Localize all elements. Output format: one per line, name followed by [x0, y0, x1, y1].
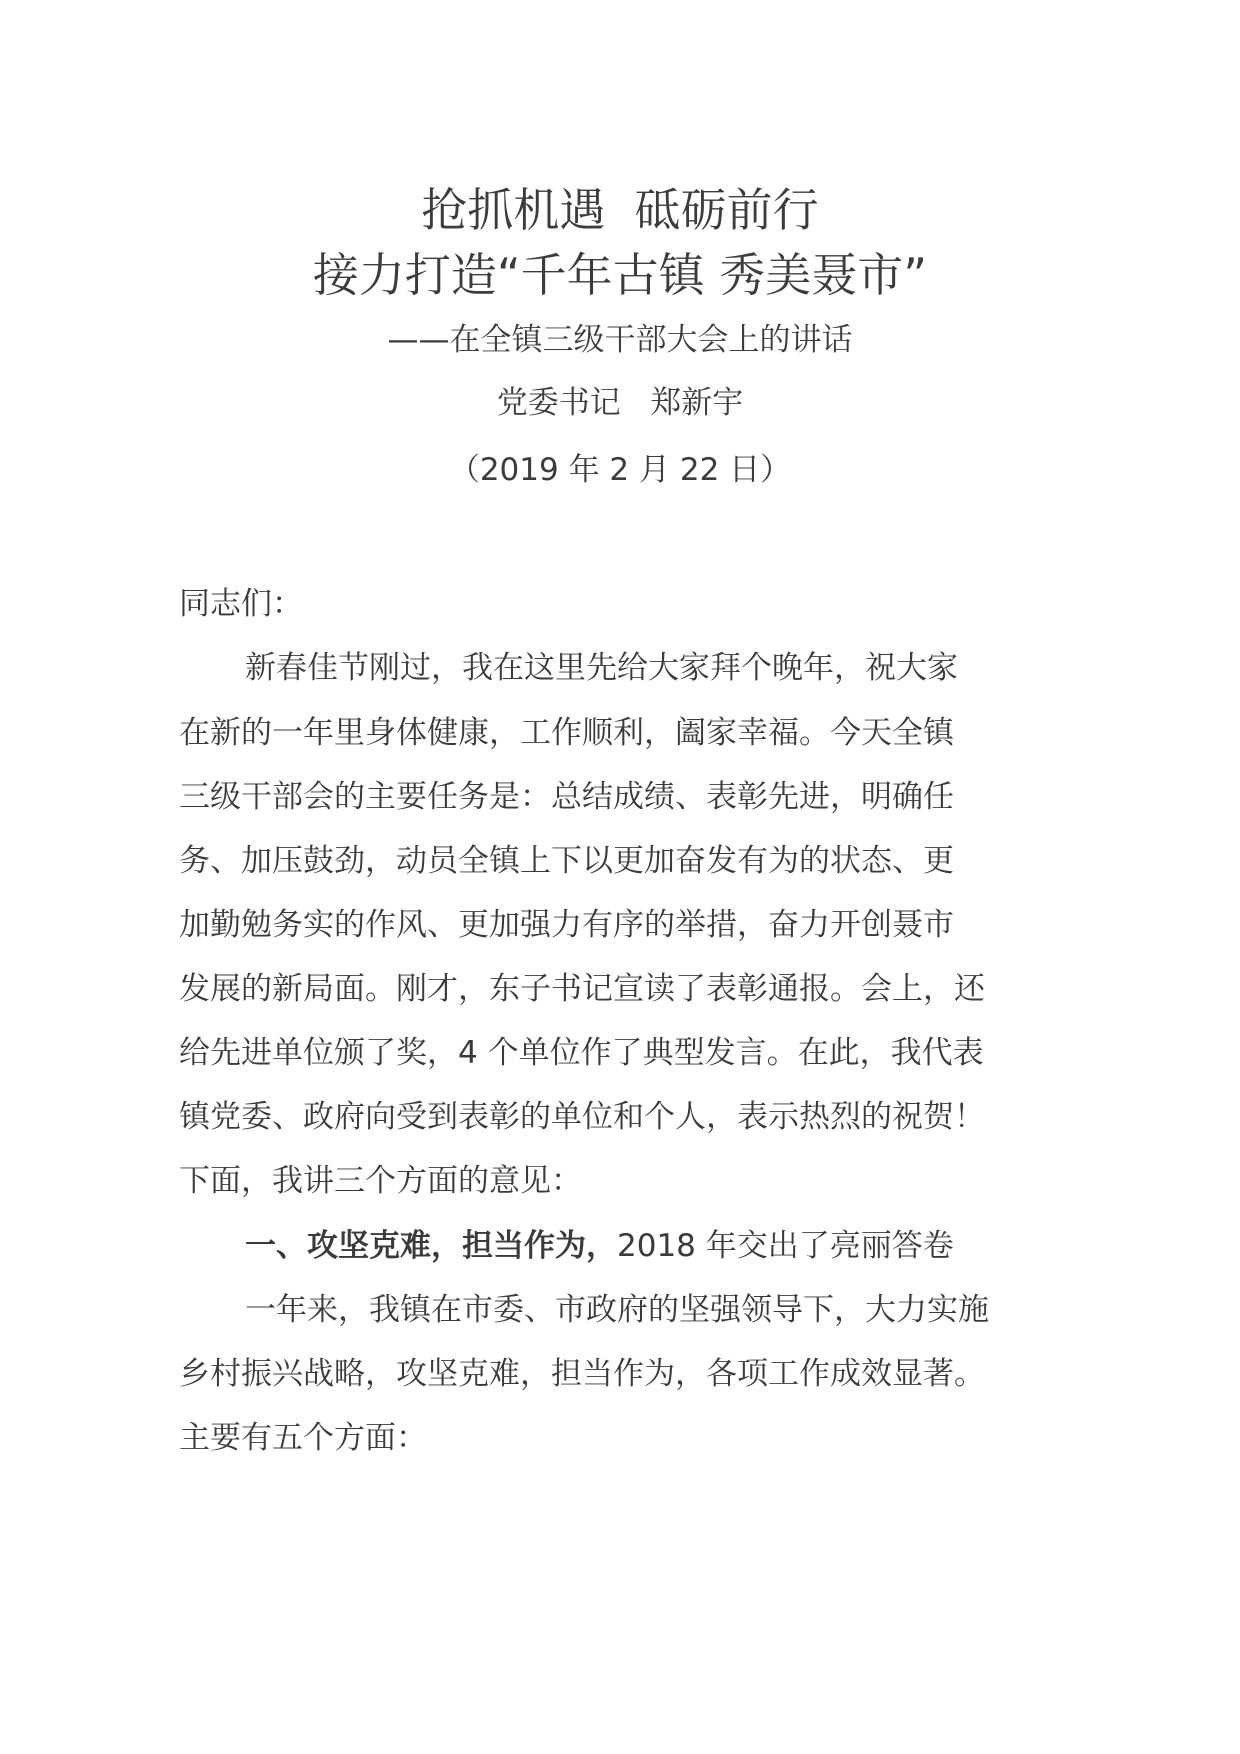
- section-1-heading-rest: 2018 年交出了亮丽答卷: [617, 1228, 954, 1264]
- speech-subtitle: ——在全镇三级干部大会上的讲话: [387, 322, 853, 358]
- document-title-line-2: 接力打造“千年古镇 秀美聂市”: [312, 248, 928, 302]
- date-line: （2019 年 2 月 22 日）: [448, 452, 792, 488]
- salutation: 同志们：: [179, 586, 303, 622]
- paragraph-1-line: 给先进单位颁了奖，4 个单位作了典型发言。在此，我代表: [179, 1035, 984, 1071]
- paragraph-2-line: 主要有五个方面：: [179, 1420, 427, 1456]
- paragraph-1-line: 发展的新局面。刚才，东子书记宣读了表彰通报。会上，还: [179, 971, 985, 1007]
- paragraph-1-line: 新春佳节刚过，我在这里先给大家拜个晚年，祝大家: [245, 650, 958, 686]
- document-title-line-1: 抢抓机遇 砥砺前行: [421, 183, 819, 237]
- section-1-heading: [245, 1224, 954, 1268]
- section-1-heading-bold: 一、攻坚克难，担当作为，: [245, 1228, 617, 1264]
- paragraph-1-line: 下面，我讲三个方面的意见：: [179, 1163, 582, 1199]
- paragraph-1-line: 三级干部会的主要任务是：总结成绩、表彰先进，明确任: [179, 779, 954, 815]
- paragraph-1-line: 在新的一年里身体健康，工作顺利，阖家幸福。今天全镇: [179, 715, 954, 751]
- paragraph-1-line: 镇党委、政府向受到表彰的单位和个人，表示热烈的祝贺！: [179, 1099, 985, 1135]
- paragraph-2-line: 一年来，我镇在市委、市政府的坚强领导下，大力实施: [245, 1292, 989, 1328]
- paragraph-1-line: 务、加压鼓劲，动员全镇上下以更加奋发有为的状态、更: [179, 843, 954, 879]
- body-text: [179, 0, 1059, 1754]
- author-line: 党委书记 郑新宇: [496, 385, 744, 421]
- paragraph-2-line: 乡村振兴战略，攻坚克难，担当作为，各项工作成效显著。: [179, 1356, 985, 1392]
- paragraph-1-line: 加勤勉务实的作风、更加强力有序的举措，奋力开创聂市: [179, 907, 954, 943]
